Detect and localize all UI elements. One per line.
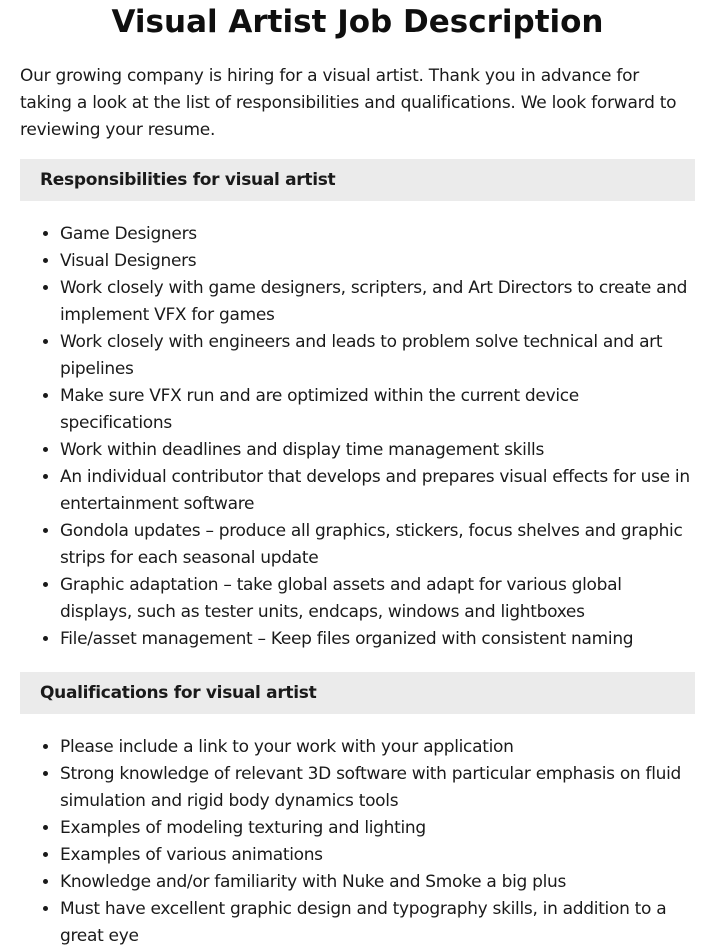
list-item: • Graphic adaptation – take global assets and adapt for various global displays, such as tester units, endcaps, windows and lightboxes bbox=[60, 572, 695, 626]
list-item: • Examples of various animations bbox=[60, 842, 695, 869]
list-item: • Please include a link to your work with your application bbox=[60, 734, 695, 761]
list-item: • Visual Designers bbox=[60, 248, 695, 275]
list-item: • Strong knowledge of relevant 3D software with particular emphasis on fluid simulation and rigid body dynamics tools bbox=[60, 761, 695, 815]
responsibilities-list bbox=[20, 221, 695, 653]
qualifications-heading: Qualifications for visual artist bbox=[20, 672, 695, 714]
list-item: • File/asset management – Keep files organized with consistent naming bbox=[60, 626, 695, 653]
list-item: • An individual contributor that develops and prepares visual effects for use in entertainment software bbox=[60, 464, 695, 518]
list-item: • Work closely with game designers, scripters, and Art Directors to create and implement VFX for games bbox=[60, 275, 695, 329]
responsibilities-heading: Responsibilities for visual artist bbox=[20, 159, 695, 201]
list-item: • Must have excellent graphic design and typography skills, in addition to a great eye bbox=[60, 896, 695, 950]
page-title: Visual Artist Job Description bbox=[111, 4, 604, 40]
intro-paragraph: Our growing company is hiring for a visual artist. Thank you in advance for taking a look at the list of responsibilities and qualifications. We look forward to reviewing your resume. bbox=[20, 66, 677, 140]
list-item: • Work closely with engineers and leads to problem solve technical and art pipelines bbox=[60, 329, 695, 383]
qualifications-list bbox=[20, 734, 695, 950]
job-description-page bbox=[20, 0, 695, 950]
list-item: • Work within deadlines and display time management skills bbox=[60, 437, 695, 464]
list-item: • Make sure VFX run and are optimized within the current device specifications bbox=[60, 383, 695, 437]
list-item: • Knowledge and/or familiarity with Nuke and Smoke a big plus bbox=[60, 869, 695, 896]
list-item: • Examples of modeling texturing and lighting bbox=[60, 815, 695, 842]
list-item: • Game Designers bbox=[60, 221, 695, 248]
list-item: • Gondola updates – produce all graphics, stickers, focus shelves and graphic strips for each seasonal update bbox=[60, 518, 695, 572]
